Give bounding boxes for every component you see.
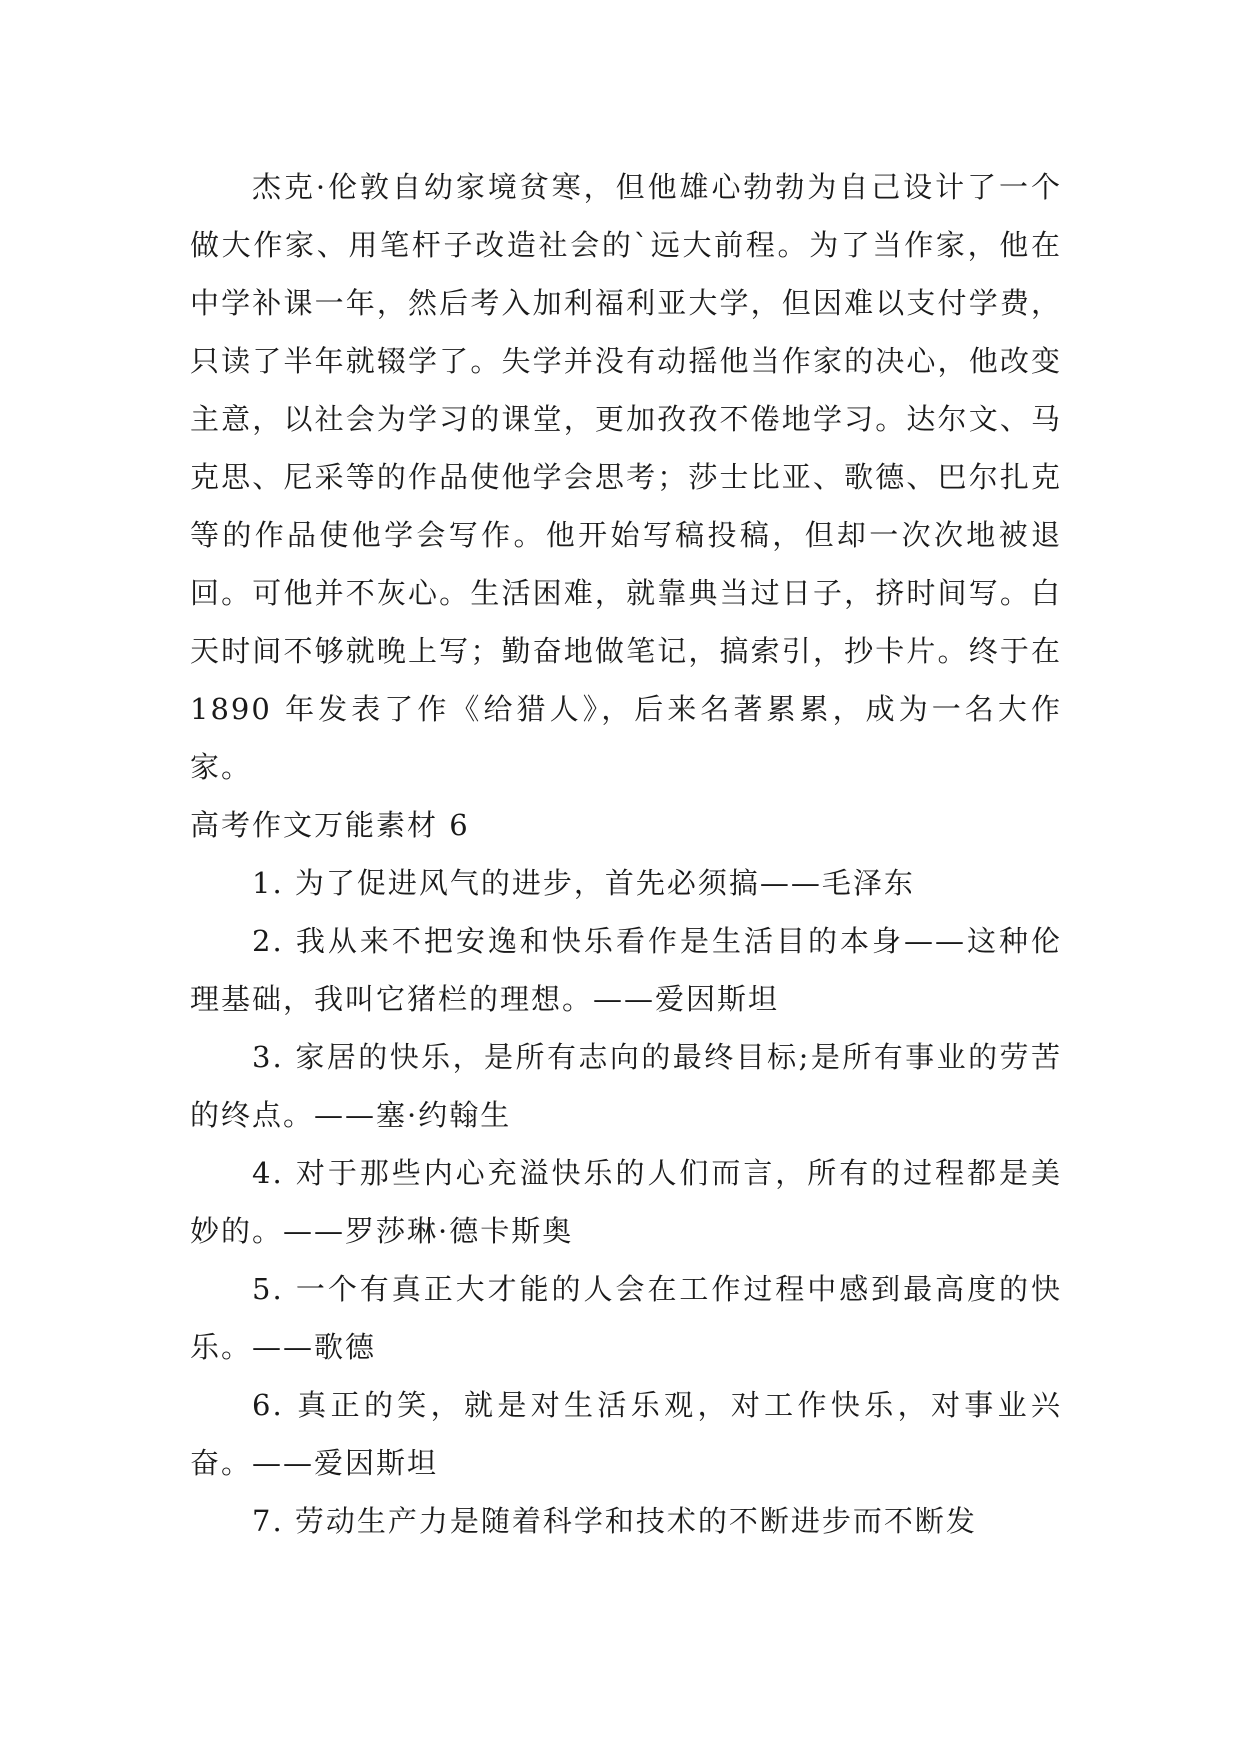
quote-item-6: 6. 真正的笑，就是对生活乐观，对工作快乐，对事业兴奋。——爱因斯坦	[190, 1388, 1062, 1480]
quote-item-1: 1. 为了促进风气的进步，首先必须搞——毛泽东	[252, 866, 915, 900]
quote-item-7: 7. 劳动生产力是随着科学和技术的不断进步而不断发	[252, 1504, 977, 1538]
quote-item-3: 3. 家居的快乐，是所有志向的最终目标;是所有事业的劳苦的终点。——塞·约翰生	[190, 1040, 1062, 1132]
document-body	[190, 158, 1062, 1550]
section-heading: 高考作文万能素材 6	[190, 808, 470, 842]
story-paragraph: 杰克·伦敦自幼家境贫寒，但他雄心勃勃为自己设计了一个做大作家、用笔杆子改造社会的`远大前程。为了当作家，他在中学补课一年，然后考入加利福利亚大学，但因难以支付学费，只读了半年就辍学了。失学并没有动摇他当作家的决心，他改变主意，以社会为学习的课堂，更加孜孜不倦地学习。达尔文、马克思、尼采等的作品使他学会思考；莎士比亚、歌德、巴尔扎克等的作品使他学会写作。他开始写稿投稿，但却一次次地被退回。可他并不灰心。生活困难，就靠典当过日子，挤时间写。白天时间不够就晚上写；勤奋地做笔记，搞索引，抄卡片。终于在 1890 年发表了作《给猎人》，后来名著累累，成为一名大作家。	[190, 170, 1062, 784]
quote-item-5: 5. 一个有真正大才能的人会在工作过程中感到最高度的快乐。——歌德	[190, 1272, 1062, 1364]
quote-item-2: 2. 我从来不把安逸和快乐看作是生活目的本身——这种伦理基础，我叫它猪栏的理想。——爱因斯坦	[190, 924, 1062, 1016]
quote-item-4: 4. 对于那些内心充溢快乐的人们而言，所有的过程都是美妙的。——罗莎琳·德卡斯奥	[190, 1156, 1062, 1248]
